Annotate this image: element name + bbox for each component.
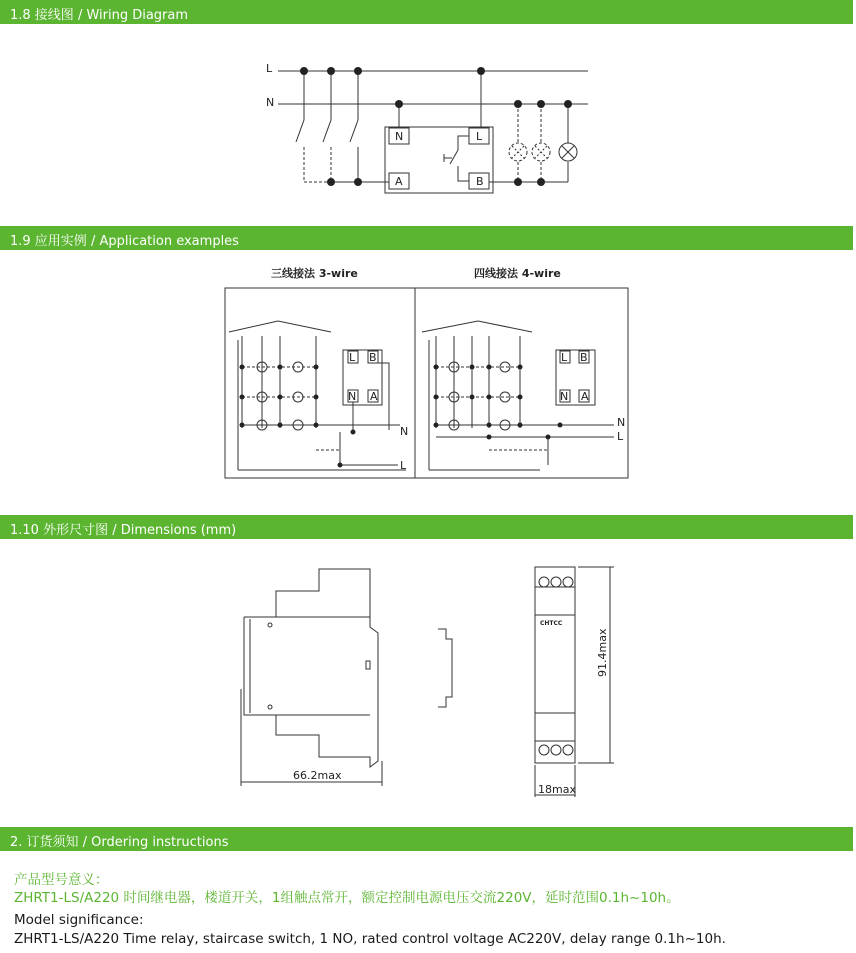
- terminal-a: A: [395, 175, 403, 188]
- four-wire-title: 四线接法 4-wire: [474, 267, 561, 280]
- rail-label-l: L: [266, 62, 273, 75]
- terminal-b: B: [476, 175, 484, 188]
- cn-heading: 产品型号意义：: [14, 872, 109, 888]
- four-wire-l-label: L: [617, 430, 624, 443]
- terminal-l: L: [476, 130, 483, 143]
- brand-logo: CHTCC: [540, 620, 563, 627]
- section-title: 1.8 接线图 / Wiring Diagram: [10, 8, 189, 23]
- section-title: 1.10 外形尺寸图 / Dimensions (mm): [10, 523, 237, 538]
- relay-term-a: A: [581, 390, 589, 403]
- relay-term-l: L: [349, 351, 356, 364]
- relay-term-b: B: [369, 351, 377, 364]
- relay-term-a: A: [370, 390, 378, 403]
- three-wire-n-label: N: [400, 425, 409, 438]
- rail-label-n: N: [266, 96, 275, 109]
- section-header-ordering: [0, 827, 853, 851]
- dimensions-drawing: [0, 539, 856, 827]
- wiring-diagram: [0, 0, 856, 226]
- relay-term-l: L: [561, 351, 568, 364]
- section-title: 1.9 应用实例 / Application examples: [10, 234, 239, 249]
- height-dimension-label: 91.4max: [596, 628, 609, 677]
- four-wire-n-label: N: [617, 416, 626, 429]
- section-header-dimensions: [0, 515, 853, 539]
- en-heading: Model significance:: [14, 912, 144, 928]
- relay-term-n: N: [560, 390, 569, 403]
- application-diagram: [0, 250, 856, 515]
- cn-description: ZHRT1-LS/A220 时间继电器，楼道开关，1组触点常开，额定控制电源电压交流220V，延时范围0.1h~10h。: [14, 890, 680, 906]
- three-wire-l-label: L: [400, 459, 407, 472]
- section-title: 2. 订货须知 / Ordering instructions: [10, 835, 229, 850]
- width-dimension-label: 66.2max: [293, 769, 342, 782]
- depth-dimension-label: 18max: [538, 783, 576, 796]
- relay-term-n: N: [348, 390, 357, 403]
- en-description: ZHRT1-LS/A220 Time relay, staircase switch, 1 NO, rated control voltage AC220V, delay range 0.1h~10h.: [14, 931, 726, 947]
- terminal-n: N: [395, 130, 404, 143]
- section-header-application: [0, 226, 853, 250]
- three-wire-title: 三线接法 3-wire: [271, 267, 358, 280]
- relay-term-b: B: [580, 351, 588, 364]
